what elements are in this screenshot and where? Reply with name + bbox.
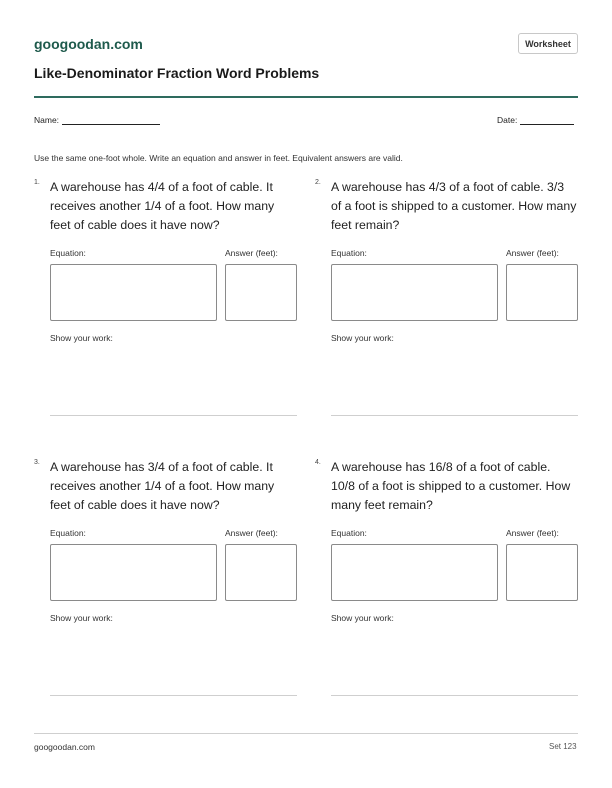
problem-text: A warehouse has 4/4 of a foot of cable. It receives another 1/4 of a foot. How many feet of cable does it have now? [50, 180, 275, 232]
work-label: Show your work: [331, 333, 394, 343]
problem-text: A warehouse has 16/8 of a foot of cable. 10/8 of a foot is shipped to a customer. How many feet remain? [331, 460, 571, 512]
problem-text: A warehouse has 3/4 of a foot of cable. It receives another 1/4 of a foot. How many feet of cable does it have now? [50, 460, 275, 512]
equation-box[interactable] [331, 544, 498, 601]
problem-number: 1. [34, 179, 40, 186]
answer-box[interactable] [225, 544, 297, 601]
problem-4 [315, 458, 571, 698]
problem-number: 4. [315, 459, 321, 466]
work-label: Show your work: [331, 613, 394, 623]
problem-3 [34, 458, 284, 698]
work-label: Show your work: [50, 333, 113, 343]
answer-label: Answer (feet): [506, 528, 559, 538]
answer-label: Answer (feet): [506, 248, 559, 258]
problem-number: 2. [315, 179, 321, 186]
answer-box[interactable] [225, 264, 297, 321]
footer-divider [34, 733, 578, 734]
answer-label: Answer (feet): [225, 528, 278, 538]
instructions: Use the same one-foot whole. Write an equation and answer in feet. Equivalent answers are valid. [34, 153, 403, 163]
work-line [331, 415, 578, 416]
work-line [331, 695, 578, 696]
equation-label: Equation: [50, 248, 86, 258]
problem-1 [34, 178, 284, 418]
work-line [50, 415, 297, 416]
work-label: Show your work: [50, 613, 113, 623]
answer-label: Answer (feet): [225, 248, 278, 258]
equation-label: Equation: [331, 248, 367, 258]
problem-text: A warehouse has 4/3 of a foot of cable. 3/3 of a foot is shipped to a customer. How many feet remain? [331, 180, 577, 232]
date-input-line[interactable] [520, 116, 574, 125]
answer-box[interactable] [506, 544, 578, 601]
brand-logo: googoodan.com [34, 36, 143, 52]
problem-number: 3. [34, 459, 40, 466]
name-label: Name: [34, 115, 60, 125]
equation-box[interactable] [50, 544, 217, 601]
page-title: Like-Denominator Fraction Word Problems [34, 65, 320, 81]
worksheet-badge: Worksheet [518, 33, 578, 54]
footer-site: googoodan.com [34, 742, 95, 752]
name-field [34, 115, 160, 125]
equation-label: Equation: [50, 528, 86, 538]
equation-box[interactable] [50, 264, 217, 321]
footer-set-number: Set 123 [549, 742, 577, 751]
equation-box[interactable] [331, 264, 498, 321]
date-field [497, 115, 574, 125]
equation-label: Equation: [331, 528, 367, 538]
header-divider [34, 96, 578, 98]
work-line [50, 695, 297, 696]
name-input-line[interactable] [62, 116, 160, 125]
problem-2 [315, 178, 577, 418]
date-label: Date: [497, 115, 518, 125]
answer-box[interactable] [506, 264, 578, 321]
